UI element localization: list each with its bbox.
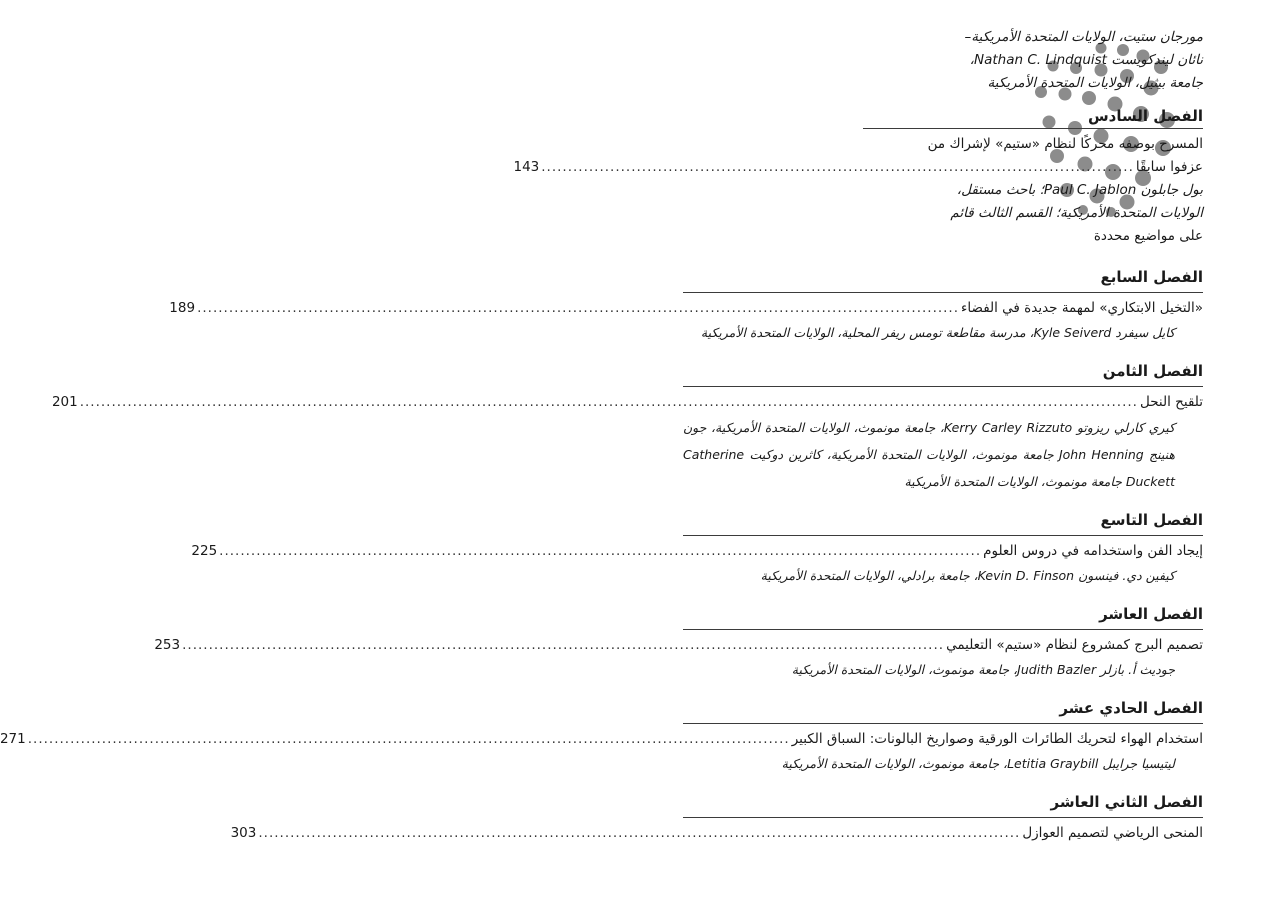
chapter-author: كيري كارلي ريزوتو Kerry Carley Rizzuto، جامعة مونموث، الولايات المتحدة الأمريكية، جون هنينج John Henning جامعة مونموث، الولايات المتحدة الأمريكية، كاثرين دوكيت Catherine Duckett جامعة مونموث، الولايات المتحدة الأمريكية: [683, 420, 1175, 489]
divider: [683, 629, 1203, 630]
chapter-title-row: [0, 728, 1203, 751]
chapter-author: بول جابلون Paul C. Jablon؛ باحث مستقل،: [956, 182, 1203, 198]
chapter-title-row: [169, 297, 1203, 320]
divider: [683, 386, 1203, 387]
chapter-entry: [0, 696, 1203, 777]
divider: [683, 535, 1203, 536]
page-number: 271: [0, 731, 26, 747]
author-continuation-line: جامعة بيثيل، الولايات المتحدة الأمريكية: [987, 75, 1203, 91]
divider: [683, 292, 1203, 293]
chapter-title-row: [191, 540, 1203, 563]
page-number: 143: [513, 159, 540, 175]
dot-leader: ................................................................................................................................................: [197, 300, 960, 316]
chapter-title: استخدام الهواء لتحريك الطائرات الورقية وصواريخ البالونات: السباق الكبير: [791, 731, 1203, 747]
author-continuation-line: مورجان ستيت، الولايات المتحدة الأمريكية–: [964, 29, 1203, 45]
chapter-author: كايل سيفرد Kyle Seiverd، مدرسة مقاطعة تومس ريفر المحلية، الولايات المتحدة الأمريكية: [700, 325, 1175, 340]
divider: [683, 817, 1203, 818]
page-number: 303: [230, 825, 257, 841]
chapter-heading: الفصل الثاني العاشر: [1050, 793, 1203, 811]
chapter-title: تصميم البرج كمشروع لنظام «ستيم» التعليمي: [946, 637, 1203, 653]
divider: [683, 723, 1203, 724]
chapter-heading: الفصل العاشر: [1099, 605, 1203, 623]
chapter-entry: [191, 508, 1203, 589]
page-number: 253: [154, 637, 181, 653]
chapter-title: المنحى الرياضي لتصميم العوازل: [1022, 825, 1203, 841]
chapter-heading: الفصل الحادي عشر: [1059, 699, 1203, 717]
page-number: 201: [51, 394, 78, 410]
chapter-title: المسرح بوصفه محركًا لنظام «ستيم» لإشراك من: [927, 136, 1203, 152]
dot-leader: ................................................................................................................................................: [27, 731, 790, 747]
chapter-title-row: [154, 634, 1203, 657]
chapter-entry: [169, 265, 1203, 346]
dot-leader: ................................................................................................................................................: [182, 637, 945, 653]
chapter-title-row: [513, 156, 1203, 179]
chapter-title: «التخيل الابتكاري» لمهمة جديدة في الفضاء: [961, 300, 1203, 316]
chapter-title: عزفوا سابقًا: [1135, 159, 1203, 175]
chapter-entry: [230, 790, 1203, 845]
author-continuation-line: نائان ليندكويست Nathan C. Lindquist،: [969, 52, 1203, 68]
chapter-heading: الفصل السابع: [1100, 268, 1203, 286]
dot-leader: ........................................................................................................................................................................................................: [79, 394, 1138, 410]
dot-leader: ................................................................................................................................................: [258, 825, 1021, 841]
chapter-author: جوديث أ. بازلر Judith Bazler، جامعة مونموث، الولايات المتحدة الأمريكية: [791, 662, 1175, 677]
chapter-entry: [51, 359, 1203, 495]
chapter-author: كيفين دي. فينسون Kevin D. Finson، جامعة برادلي، الولايات المتحدة الأمريكية: [760, 568, 1175, 583]
chapter-heading: الفصل الثامن: [1102, 362, 1203, 380]
chapter-heading: الفصل السادس: [1087, 107, 1203, 125]
chapter-list: [0, 265, 1203, 858]
page-number: 225: [191, 543, 218, 559]
chapter-title-row: [230, 822, 1203, 845]
chapter-entry: [154, 602, 1203, 683]
chapter-heading: الفصل التاسع: [1100, 511, 1203, 529]
chapter-author: الولايات المتحدة الأمريكية؛ القسم الثالث قائم: [950, 205, 1203, 221]
chapter-author: ليتيسيا جرايبل Letitia Graybill، جامعة مونموث، الولايات المتحدة الأمريكية: [781, 756, 1175, 771]
dot-leader: ................................................................................................................: [541, 159, 1134, 175]
chapter-title-row: [51, 391, 1203, 414]
chapter-title: إيجاد الفن واستخدامه في دروس العلوم: [983, 543, 1203, 559]
chapter-author: على مواضيع محددة: [1093, 228, 1203, 244]
dot-leader: ................................................................................................................................................: [219, 543, 982, 559]
chapter-title: تلقيح النحل: [1139, 394, 1203, 410]
page-number: 189: [169, 300, 196, 316]
divider: [863, 128, 1203, 129]
top-section: [513, 26, 1203, 248]
